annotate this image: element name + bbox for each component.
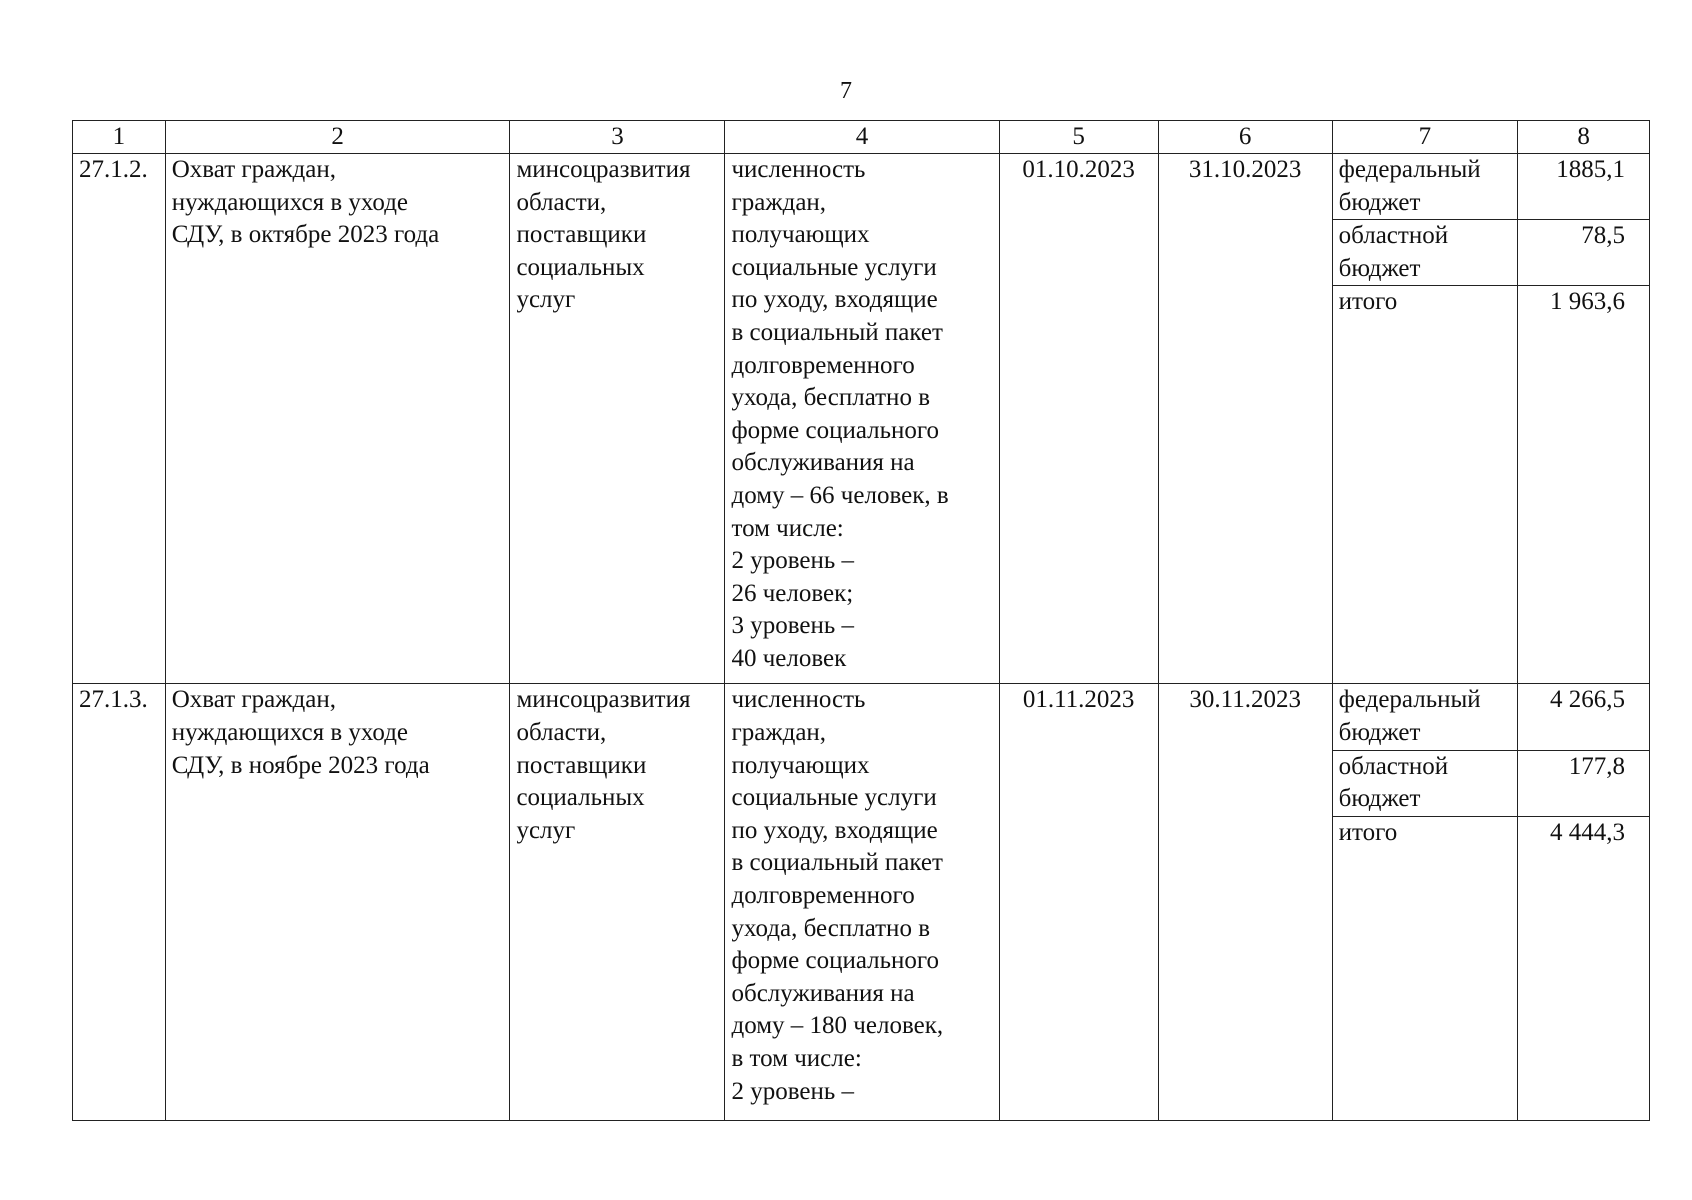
end-date: 30.11.2023: [1158, 684, 1332, 1120]
text-line: форме социального: [731, 416, 940, 444]
text-line: Охват граждан,: [171, 156, 336, 183]
text-line: ухода, бесплатно в: [731, 914, 930, 942]
text-line: области,: [516, 188, 607, 216]
text-line: бюджет: [1338, 254, 1421, 282]
table-row: [73, 684, 1650, 750]
header-cell: 8: [1518, 121, 1650, 154]
start-date: 01.11.2023: [999, 684, 1158, 1120]
funding-amount: 4 266,5: [1518, 684, 1650, 750]
text-line: 40 человек: [731, 644, 847, 672]
funding-amount: 78,5: [1518, 220, 1650, 286]
text-line: 2 уровень –: [731, 547, 855, 575]
table-row: [73, 154, 1650, 220]
text-line: в социальный пакет: [731, 318, 943, 346]
header-cell: 4: [725, 121, 999, 154]
text-line: бюджет: [1338, 718, 1421, 746]
text-line: социальных: [516, 253, 645, 281]
text-line: 26 человек;: [731, 579, 854, 607]
text-line: минсоцразвития: [516, 686, 691, 714]
item-number: 27.1.3.: [73, 684, 166, 1120]
text-line: минсоцразвития: [516, 156, 691, 183]
text-line: долговременного: [731, 351, 915, 379]
text-line: том числе:: [731, 514, 844, 542]
text-line: поставщики: [516, 221, 647, 249]
text-line: социальных: [516, 784, 645, 812]
header-row: [73, 121, 1650, 154]
text-line: 2 уровень –: [731, 1077, 855, 1105]
text-line: обслуживания на: [731, 449, 915, 477]
text-line: бюджет: [1338, 188, 1421, 216]
funding-amount: 177,8: [1518, 750, 1650, 816]
start-date: 01.10.2023: [999, 154, 1158, 684]
header-cell: 6: [1158, 121, 1332, 154]
funding-amount: 1885,1: [1518, 154, 1650, 220]
header-cell: 1: [73, 121, 166, 154]
header-cell: 3: [510, 121, 725, 154]
text-line: форме социального: [731, 947, 940, 975]
text-line: областной: [1338, 222, 1449, 250]
text-line: дому – 180 человек,: [731, 1012, 944, 1040]
funding-source: [1332, 750, 1518, 816]
text-line: граждан,: [731, 188, 827, 216]
funding-amount: 1 963,6: [1518, 286, 1650, 684]
funding-source: [1332, 816, 1518, 1120]
text-line: Охват граждан,: [171, 686, 336, 714]
funding-source: [1332, 220, 1518, 286]
page-number: 7: [840, 78, 852, 104]
header-cell: 2: [165, 121, 510, 154]
text-line: социальные услуги: [731, 253, 937, 281]
event-name: [165, 154, 510, 684]
text-line: по уходу, входящие: [731, 286, 938, 314]
text-line: бюджет: [1338, 785, 1421, 813]
text-line: итого: [1338, 288, 1398, 316]
text-line: численность: [731, 156, 866, 183]
text-line: долговременного: [731, 881, 915, 909]
text-line: дому – 66 человек, в: [731, 481, 949, 509]
text-line: граждан,: [731, 718, 827, 746]
text-line: в том числе:: [731, 1044, 862, 1072]
plan-table: [72, 120, 1650, 1121]
executor: [510, 154, 725, 684]
funding-source: [1332, 154, 1518, 220]
text-line: нуждающихся в уходе: [171, 718, 409, 746]
text-line: итого: [1338, 818, 1398, 846]
indicator: [725, 154, 999, 684]
text-line: 3 уровень –: [731, 612, 855, 640]
text-line: СДУ, в октябре 2023 года: [171, 221, 440, 249]
text-line: областной: [1338, 752, 1449, 780]
text-line: получающих: [731, 221, 870, 249]
executor: [510, 684, 725, 1120]
funding-amount: 4 444,3: [1518, 816, 1650, 1120]
header-cell: 5: [999, 121, 1158, 154]
text-line: СДУ, в ноябре 2023 года: [171, 751, 430, 779]
item-number: 27.1.2.: [73, 154, 166, 684]
text-line: поставщики: [516, 751, 647, 779]
end-date: 31.10.2023: [1158, 154, 1332, 684]
text-line: федеральный: [1338, 686, 1481, 714]
indicator: [725, 684, 999, 1120]
header-cell: 7: [1332, 121, 1518, 154]
text-line: федеральный: [1338, 156, 1481, 183]
text-line: нуждающихся в уходе: [171, 188, 409, 216]
text-line: ухода, бесплатно в: [731, 384, 930, 412]
text-line: области,: [516, 718, 607, 746]
text-line: обслуживания на: [731, 979, 915, 1007]
text-line: социальные услуги: [731, 784, 937, 812]
text-line: получающих: [731, 751, 870, 779]
funding-source: [1332, 286, 1518, 684]
text-line: численность: [731, 686, 866, 714]
text-line: по уходу, входящие: [731, 816, 938, 844]
event-name: [165, 684, 510, 1120]
funding-source: [1332, 684, 1518, 750]
text-line: услуг: [516, 816, 576, 844]
text-line: услуг: [516, 286, 576, 314]
text-line: в социальный пакет: [731, 849, 943, 877]
